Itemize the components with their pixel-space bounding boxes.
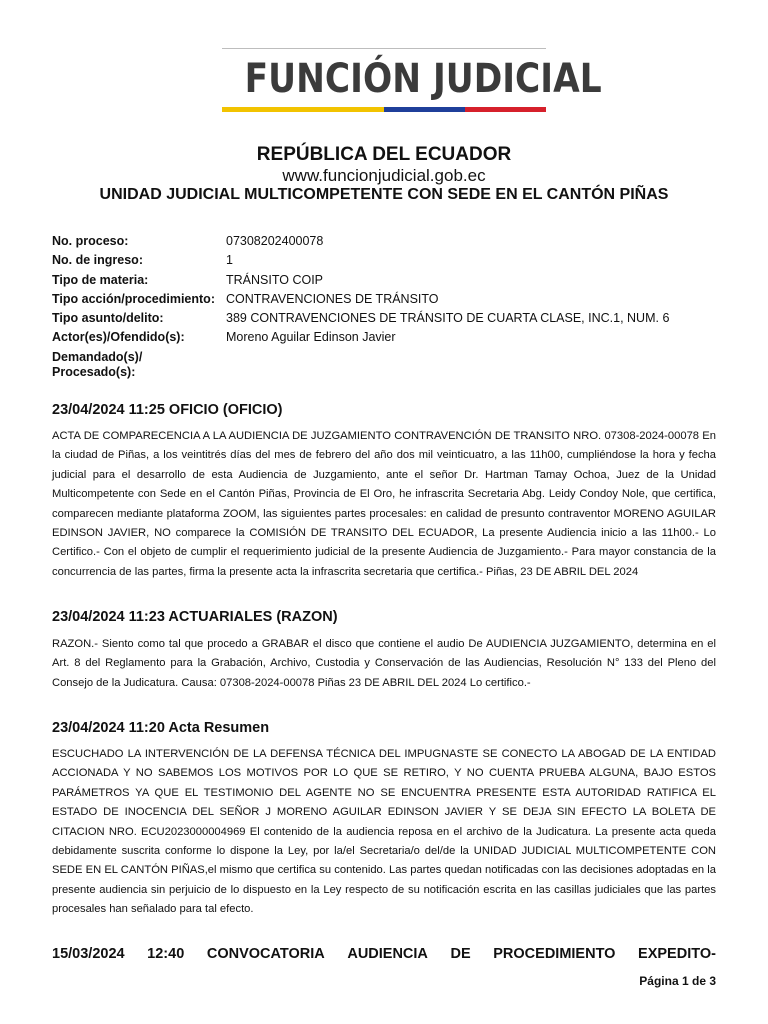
entry-body-razon: RAZON.- Siento como tal que procedo a GRABAR el disco que contiene el audio De AUDIENCIA JUZGAMIENTO, determina en el Art. 8 del Reglamento para la Grabación, Archivo, Custodia y Conservación de las Audiencias, Resolución N° 133 del Pleno del Consejo de la Judicatura. Causa: 07308-2024-00078 Piñas 23 DE ABRIL DEL 2024 Lo certifico.- [52, 638, 716, 689]
title-word: CONVOCATORIA [206, 946, 325, 962]
info-row-materia [52, 271, 722, 290]
info-value: 07308202400078 [226, 234, 324, 248]
title-word: 12:40 [147, 946, 185, 962]
info-row-accion [52, 290, 722, 309]
title-word: PROCEDIMIENTO [493, 946, 616, 962]
title-word: EXPEDITO- [638, 946, 716, 962]
flag-blue [384, 107, 465, 112]
info-row-demandado [52, 348, 722, 380]
entry-title-oficio: 23/04/2024 11:25 OFICIO (OFICIO) [52, 402, 283, 418]
header-country: REPÚBLICA DEL ECUADOR [256, 144, 512, 165]
entry-title-razon: 23/04/2024 11:23 ACTUARIALES (RAZON) [52, 609, 338, 625]
flag-red [465, 107, 546, 112]
title-word: AUDIENCIA [347, 946, 428, 962]
case-info-table [52, 232, 722, 380]
header-unit: UNIDAD JUDICIAL MULTICOMPETENTE CON SEDE EN EL CANTÓN PIÑAS [99, 186, 669, 203]
title-word: 15/03/2024 [52, 946, 125, 962]
entry-body-oficio: ACTA DE COMPARECENCIA A LA AUDIENCIA DE JUZGAMIENTO CONTRAVENCIÓN DE TRANSITO NRO. 07308-2024-00078 En la ciudad de Piñas, a los veintitrés días del mes de febrero del año dos mil veinticuatro, a las 11h00, cumpliéndose la hora y fecha judicial para el desarrollo de esta Audiencia de Juzgamiento, ante el señor Dr. Hartman Tamay Ochoa, Juez de la Unidad Multicompetente con Sede en el Cantón Piñas, Provincia de El Oro, he infrascrita Secretaria Abg. Leidy Condoy Nole, que certifica, comparecen mediante plataforma ZOOM, las siguientes partes procesales: en calidad de presunto contraventor MORENO AGUILAR EDINSON JAVIER, NO comparece la COMISIÓN DE TRANSITO DEL ECUADOR, La presente Audiencia inicio a las 11h00.- Lo Certifico.- Con el objeto de cumplir el requerimiento judicial de la presente Audiencia de Juzgamiento.- Para mayor constancia de la concurrencia de las partes, firma la presente acta la infrascrita secretaria que certifica.- Piñas, 23 DE ABRIL DEL 2024 [52, 430, 716, 578]
info-label: No. de ingreso: [52, 253, 143, 268]
info-row-asunto [52, 309, 722, 328]
header-website: www.funcionjudicial.gob.ec [282, 166, 486, 185]
info-row-proceso [52, 232, 722, 251]
info-value: 389 CONTRAVENCIONES DE TRÁNSITO DE CUARTA CLASE, INC.1, NUM. 6 [226, 311, 670, 326]
info-value: CONTRAVENCIONES DE TRÁNSITO [226, 291, 439, 306]
page-number: Página 1 de 3 [639, 974, 716, 988]
entry-title-acta-resumen: 23/04/2024 11:20 Acta Resumen [52, 720, 270, 736]
info-value: 1 [226, 253, 233, 268]
entry-body-acta-resumen: ESCUCHADO LA INTERVENCIÓN DE LA DEFENSA TÉCNICA DEL IMPUGNASTE SE CONECTO LA ABOGAD DE LA ENTIDAD ACCIONADA Y NO SABEMOS LOS MOTIVOS POR LO QUE SE RETIRO, Y NO CUENTA PRUEBA ALGUNA, BAJO ESTOS PARÁMETROS YA QUE EL TESTIMONIO DEL AGENTE NO SE ENCUENTRA PRESENTE ESTA AUTORIDAD RATIFICA EL ESTADO DE INOCENCIA DEL SEÑOR J MORENO AGUILAR EDINSON JAVIER Y SE DEJA SIN EFECTO LA BOLETA DE CITACION NRO. ECU2023000004969 El contenido de la audiencia reposa en el archivo de la Judicatura. La presente acta queda debidamente suscrita conforme lo dispone la Ley, por la/el Secretaria/o del/de la UNIDAD JUDICIAL MULTICOMPETENTE CON SEDE EN EL CANTÓN PIÑAS,el mismo que certifica su contenido. Las partes quedan notificadas con las decisiones adoptadas en la presente audiencia sin perjuicio de lo dispuesto en la Ley respecto de su notificación escrita en las casillas judiciales que las partes procesales han señalado para tal efecto. [52, 748, 716, 916]
info-row-actor [52, 328, 722, 347]
info-label: Tipo acción/procedimiento: [52, 291, 215, 306]
flag-stripe [222, 107, 546, 112]
info-value [226, 348, 722, 380]
info-label: Demandado(s)/ Procesado(s): [52, 349, 143, 379]
info-label: No. proceso: [52, 234, 129, 248]
title-word: DE [450, 946, 471, 962]
info-value: Moreno Aguilar Edinson Javier [226, 330, 396, 345]
entry-title-convocatoria [52, 946, 716, 962]
logo-top-rule [222, 48, 546, 49]
funcion-judicial-logo [222, 48, 602, 112]
info-value: TRÁNSITO COIP [226, 272, 324, 287]
info-label: Actor(es)/Ofendido(s): [52, 330, 185, 345]
info-label: Tipo de materia: [52, 272, 149, 287]
logo-text: FUNCIÓN JUDICIAL [244, 56, 602, 102]
info-row-ingreso [52, 251, 722, 270]
info-label: Tipo asunto/delito: [52, 311, 164, 326]
flag-yellow [222, 107, 384, 112]
